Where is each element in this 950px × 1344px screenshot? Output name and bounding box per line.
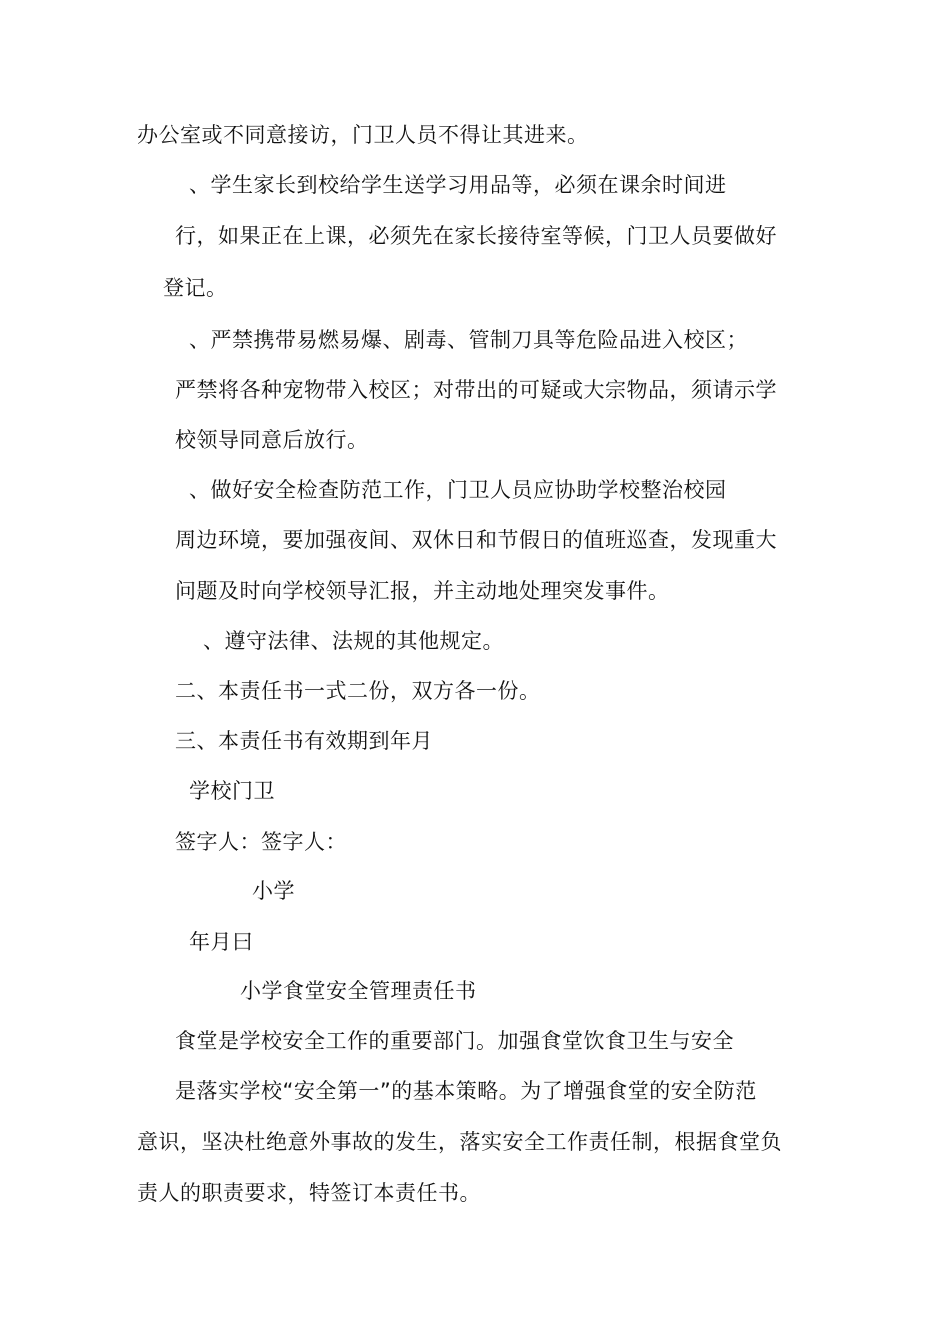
text-line: 意识，坚决杜绝意外事故的发生，落实安全工作责任制，根据食堂负	[137, 1130, 782, 1154]
text-line: 责人的职责要求，特签订本责任书。	[137, 1181, 481, 1205]
text-line: 严禁将各种宠物带入校区；对带出的可疑或大宗物品，须请示学	[175, 378, 777, 402]
text-line: 、做好安全检查防范工作，门卫人员应协助学校整治校园	[189, 478, 727, 502]
text-line: 食堂是学校安全工作的重要部门。加强食堂饮食卫生与安全	[175, 1029, 734, 1053]
text-line: 校领导同意后放行。	[175, 428, 369, 452]
text-line: 是落实学校“安全第一”的基本策略。为了增强食堂的安全防范	[175, 1079, 757, 1103]
text-line: 签字人：签字人：	[175, 830, 347, 854]
text-line: 、遵守法律、法规的其他规定。	[203, 629, 504, 653]
text-line: 、严禁携带易燃易爆、剧毒、管制刀具等危险品进入校区；	[189, 328, 748, 352]
text-line: 办公室或不同意接访，门卫人员不得让其进来。	[137, 123, 589, 147]
section-title: 小学食堂安全管理责任书	[240, 979, 477, 1003]
text-line: 、学生家长到校给学生送学习用品等，必须在课余时间进	[189, 173, 727, 197]
text-line: 三、本责任书有效期到年月	[175, 729, 433, 753]
text-line: 年月曰	[189, 930, 254, 954]
text-line: 周边环境，要加强夜间、双休日和节假日的值班巡查，发现重大	[175, 528, 777, 552]
text-line: 二、本责任书一式二份，双方各一份。	[175, 679, 541, 703]
text-line: 行，如果正在上课，必须先在家长接待室等候，门卫人员要做好	[175, 224, 777, 248]
text-line: 学校门卫	[189, 779, 275, 803]
text-line: 登记。	[163, 276, 228, 300]
text-line: 问题及时向学校领导汇报，并主动地处理突发事件。	[175, 579, 670, 603]
text-line: 小学	[252, 879, 295, 903]
